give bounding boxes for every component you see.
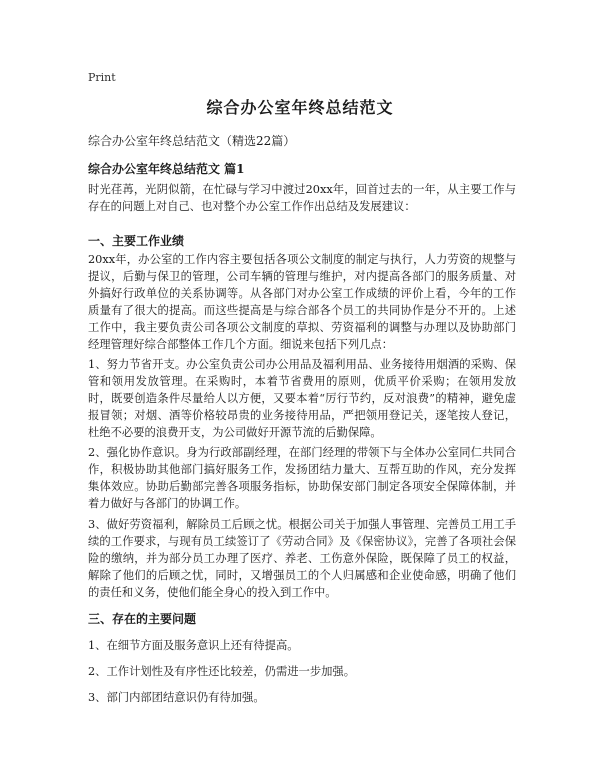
problem-item: 1、在细节方面及服务意识上还有待提高。 [88, 639, 299, 652]
point-labor-welfare: 3、做好劳资福利，解除员工后顾之忧。根据公司关于加强人事管理、完善员工用工手续的工作要求，与现有员工续签订了《劳动合同》及《保密协议》，完善了各项社会保险的缴纳，并为部分员工办理了医疗、养老、工伤意外保险，既保障了员工的权益，解除了他们的后顾之忧，同时，又增强员工的个人归属感和企业使命感，明确了他们的责任和义务，使他们能全身心的投入到工作中。 [88, 518, 516, 599]
document-subtitle: 综合办公室年终总结范文（精选22篇） [88, 134, 296, 148]
point-save-expenses: 1、努力节省开支。办公室负责公司办公用品及福利用品、业务接待用烟酒的采购、保管和领用发放管理。在采购时，本着节省费用的原则，优质平价采购；在领用发放时，既要创造条件尽量给人以方便，又要本着“厉行节约，反对浪费”的精神，避免虚报冒领；对烟、酒等价格较昂贵的业务接待用品，严把领用登记关，逐笔按人登记，杜绝不必要的浪费开支，为公司做好开源节流的后勤保障。 [88, 358, 516, 439]
intro-paragraph: 时光荏苒，光阴似箭，在忙碌与学习中渡过20xx年，回首过去的一年，从主要工作与存在的问题上对自己、也对整个办公室工作作出总结及发展建议： [88, 183, 516, 213]
article-title: 综合办公室年终总结范文 篇1 [88, 162, 245, 176]
point-collaboration: 2、强化协作意识。身为行政部副经理，在部门经理的带领下与全体办公室同仁共同合作，积极协助其他部门搞好服务工作，发扬团结力量大、互帮互助的作风，充分发挥集体效应。协助后勤部完善各项服务指标，协助保安部门制定各项安全保障体制，并着力做好与各部门的协调工作。 [88, 446, 516, 510]
problem-item: 3、部门内部团结意识仍有待加强。 [88, 691, 265, 704]
page-title: 综合办公室年终总结范文 [206, 98, 394, 117]
section-heading-work-achievements: 一、主要工作业绩 [88, 234, 185, 248]
work-achievements-paragraph: 20xx年，办公室的工作内容主要包括各项公文制度的制定与执行，人力劳资的规整与提议，后勤与保卫的管理，公司车辆的管理与维护，对内提高各部门的服务质量、对外搞好行政单位的关系协调等。从各部门对办公室工作成绩的评价上看，今年的工作质量有了很大的提高。而这些提高是与综合部各个员工的共同协作是分不开的。上述工作中，我主要负责公司各项公文制度的草拟、劳资福利的调整与办理以及协助部门经理管理好综合部整体工作几个方面。细说来包括下列几点： [88, 253, 516, 351]
print-link[interactable]: Print [88, 71, 116, 84]
problem-item: 2、工作计划性及有序性还比较差，仍需进一步加强。 [88, 665, 356, 678]
section-heading-main-problems: 三、存在的主要问题 [88, 612, 197, 626]
